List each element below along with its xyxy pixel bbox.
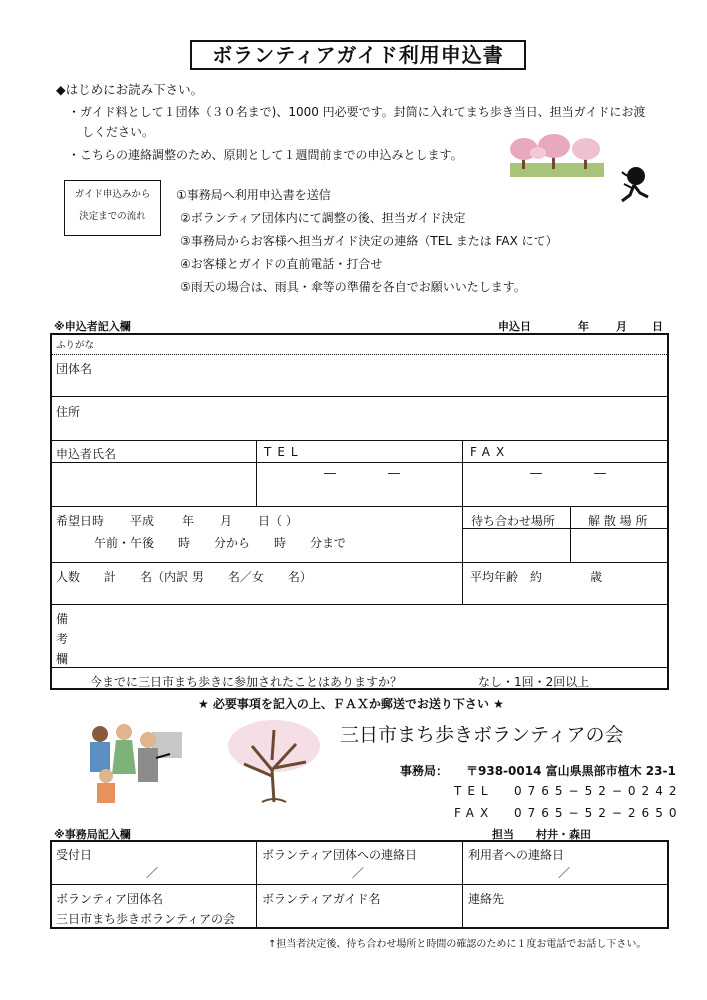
desired-date-label: 希望日時 xyxy=(56,514,105,528)
contact-user-slash: ／ xyxy=(558,866,571,880)
flow-step-1: ①事務局へ利用申込書を送信 xyxy=(176,188,331,202)
remarks-field[interactable] xyxy=(72,605,668,666)
org-fax-label: FAX xyxy=(454,806,495,820)
intro-heading: ◆はじめにお読み下さい。 xyxy=(56,82,204,97)
guide-name-label: ボランティアガイド名 xyxy=(262,892,381,906)
furigana-label: ふりがな xyxy=(56,340,95,351)
cherry-blossom-trees-illustration xyxy=(508,133,606,179)
flow-step-2: ②ボランティア団体内にて調整の後、担当ガイド決定 xyxy=(180,211,466,225)
fax-label: FAX xyxy=(470,445,511,459)
volunteer-group-value: 三日市まち歩きボランティアの会 xyxy=(56,912,236,926)
fax-dash-1: ― xyxy=(530,466,542,480)
desired-time-label: 午前・午後 時 分から 時 分まで xyxy=(94,536,347,550)
office-address: 〒938-0014 富山県黒部市植木 23-1 xyxy=(466,764,676,778)
group-name-label: 団体名 xyxy=(56,362,93,376)
contact-volunteer-slash: ／ xyxy=(352,866,365,880)
application-date-label: 申込日 xyxy=(498,320,531,333)
org-fax-number: 0765−52−2650 xyxy=(514,806,683,820)
applicant-name-field[interactable] xyxy=(51,463,255,505)
runner-illustration xyxy=(614,164,654,206)
tour-group-illustration xyxy=(82,718,184,806)
dispersal-place-field[interactable] xyxy=(571,529,668,561)
organization-name: 三日市まち歩きボランティアの会 xyxy=(340,724,624,746)
remarks-label-2: 考 xyxy=(56,632,69,646)
footnote: ↑担当者決定後、待ち合わせ場所と時間の確認のために１度お電話でお話し下さい。 xyxy=(268,939,647,950)
intro-bullet1-line1: ・ガイド料として１団体（３０名まで)、1000 円必要です。封筒に入れてまち歩き当日、担当ガイドにお渡 xyxy=(68,105,646,119)
office-label: 事務局： xyxy=(400,764,449,778)
tel-dash-1: ― xyxy=(324,466,336,480)
org-tel-number: 0765−52−0242 xyxy=(514,784,683,798)
remarks-label-1: 備 xyxy=(56,612,69,626)
volunteer-group-label: ボランティア団体名 xyxy=(56,892,164,906)
participation-question: 今までに三日市まち歩きに参加されたことはありますか？ xyxy=(90,675,403,689)
address-field[interactable] xyxy=(51,397,668,439)
desired-day-label: 日（ ） xyxy=(258,514,298,528)
fax-field[interactable] xyxy=(463,463,668,505)
intro-bullet1-line2: しください。 xyxy=(82,125,155,139)
flow-box-line1: ガイド申込みから xyxy=(74,189,151,200)
flow-step-5: ⑤雨天の場合は、雨具・傘等の準備を各自でお願いいたします。 xyxy=(180,280,526,294)
group-name-field[interactable] xyxy=(51,355,668,395)
remarks-label-3: 欄 xyxy=(56,652,69,666)
received-date-slash: ／ xyxy=(146,866,159,880)
office-section-label: ※事務局記入欄 xyxy=(54,828,131,841)
tree-illustration xyxy=(222,716,326,808)
date-day: 日 xyxy=(652,320,663,333)
contact-label: 連絡先 xyxy=(468,892,505,906)
desired-month-label: 月 xyxy=(220,514,233,528)
applicant-section-label: ※申込者記入欄 xyxy=(54,320,131,333)
flow-box-line2: 決定までの流れ xyxy=(79,211,146,222)
people-count-label: 人数 計 名（内訳 男 名／女 名） xyxy=(56,570,312,584)
address-label: 住所 xyxy=(56,405,81,419)
desired-year-label: 年 xyxy=(182,514,195,528)
date-month: 月 xyxy=(616,320,627,333)
average-age-label: 平均年齢 約 歳 xyxy=(470,570,603,584)
org-tel-label: TEL xyxy=(454,784,494,798)
meeting-place-label: 待ち合わせ場所 xyxy=(471,514,556,528)
heisei-label: 平成 xyxy=(130,514,155,528)
tel-dash-2: ― xyxy=(388,466,400,480)
dispersal-place-label: 解 散 場 所 xyxy=(588,514,648,528)
contact-user-label: 利用者への連絡日 xyxy=(468,848,565,862)
contact-volunteer-label: ボランティア団体への連絡日 xyxy=(262,848,418,862)
received-date-label: 受付日 xyxy=(56,848,93,862)
office-staff: 担当 村井・森田 xyxy=(492,828,591,841)
flow-step-4: ④お客様とガイドの直前電話・打合せ xyxy=(180,257,383,271)
page-title: ボランティアガイド利用申込書 xyxy=(190,40,526,70)
participation-answer[interactable]: なし・1回・2回以上 xyxy=(478,675,590,689)
intro-bullet2: ・こちらの連絡調整のため、原則として１週間前までの申込みとします。 xyxy=(68,148,463,162)
fax-dash-2: ― xyxy=(594,466,606,480)
meeting-place-field[interactable] xyxy=(463,529,569,561)
date-year: 年 xyxy=(578,320,589,333)
flow-step-3: ③事務局からお客様へ担当ガイド決定の連絡（TEL または FAX にて） xyxy=(180,234,558,248)
applicant-name-label: 申込者氏名 xyxy=(56,447,117,461)
notice-text: ★ 必要事項を記入の上、ＦＡＸか郵送でお送り下さい ★ xyxy=(198,697,504,711)
flow-box xyxy=(64,180,161,236)
tel-label: TEL xyxy=(264,445,304,459)
tel-field[interactable] xyxy=(257,463,461,505)
